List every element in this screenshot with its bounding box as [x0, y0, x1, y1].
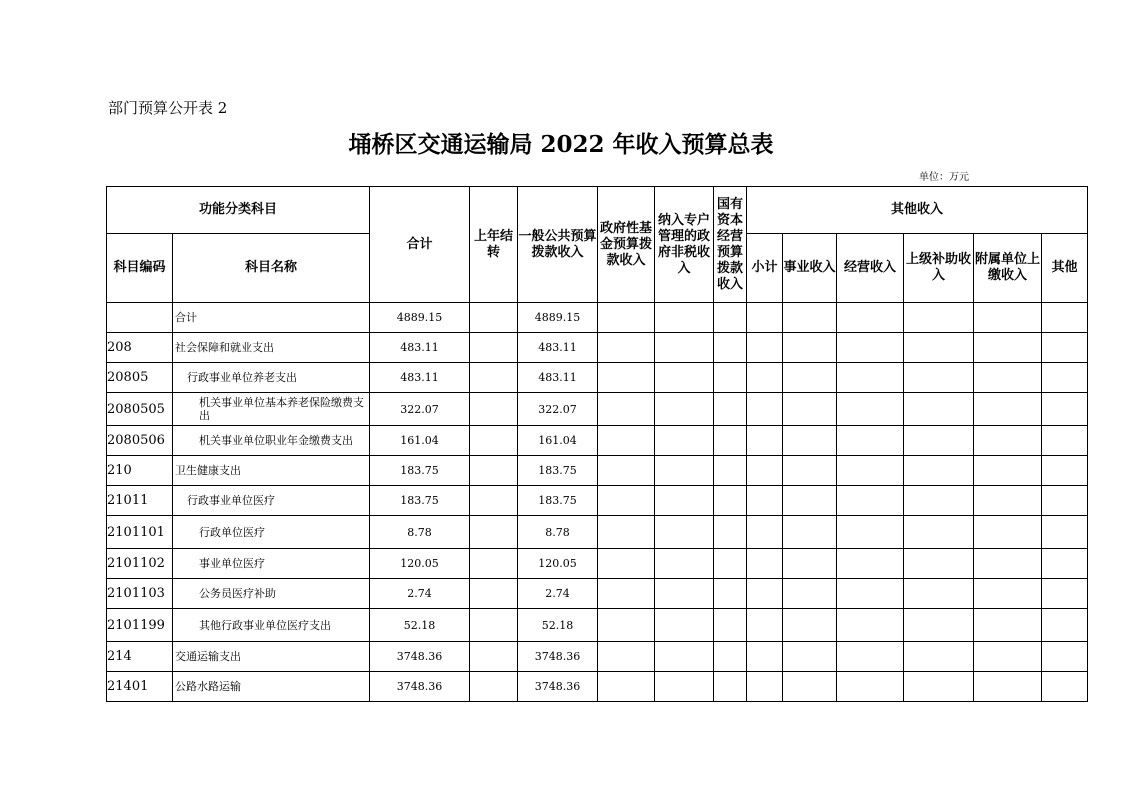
- cell-business-income: [783, 516, 837, 549]
- cell-subtotal: [747, 333, 783, 363]
- unit-label: 单位：万元: [919, 172, 969, 183]
- cell-other: [1042, 549, 1088, 579]
- header-state-capital: 国有资本经营预算拨款收入: [714, 187, 747, 303]
- cell-other: [1042, 609, 1088, 642]
- cell-affiliated-turnover: [974, 672, 1042, 702]
- cell-business-income: [783, 393, 837, 426]
- cell-operating-income: [837, 363, 904, 393]
- cell-business-income: [783, 672, 837, 702]
- cell-subtotal: [747, 642, 783, 672]
- cell-business-income: [783, 549, 837, 579]
- cell-name: 社会保障和就业支出: [173, 333, 370, 363]
- cell-business-income: [783, 642, 837, 672]
- cell-superior-subsidy: [904, 516, 974, 549]
- cell-name: 机关事业单位职业年金缴费支出: [173, 426, 370, 456]
- cell-general-budget: 2.74: [518, 579, 598, 609]
- table-row: [107, 642, 1088, 672]
- cell-other: [1042, 516, 1088, 549]
- cell-gov-fund: [598, 516, 655, 549]
- cell-carryover: [470, 363, 518, 393]
- cell-state-capital: [714, 426, 747, 456]
- cell-general-budget: 8.78: [518, 516, 598, 549]
- cell-affiliated-turnover: [974, 426, 1042, 456]
- cell-name: 交通运输支出: [173, 642, 370, 672]
- cell-operating-income: [837, 303, 904, 333]
- cell-affiliated-turnover: [974, 609, 1042, 642]
- cell-special-nontax: [655, 426, 714, 456]
- cell-name: 行政事业单位医疗: [173, 486, 370, 516]
- table-row: [107, 303, 1088, 333]
- cell-gov-fund: [598, 393, 655, 426]
- cell-other: [1042, 456, 1088, 486]
- cell-affiliated-turnover: [974, 333, 1042, 363]
- cell-subtotal: [747, 609, 783, 642]
- cell-name: 其他行政事业单位医疗支出: [173, 609, 370, 642]
- budget-table: [106, 186, 1088, 702]
- cell-gov-fund: [598, 363, 655, 393]
- cell-total: 322.07: [370, 393, 470, 426]
- cell-subtotal: [747, 516, 783, 549]
- cell-business-income: [783, 609, 837, 642]
- table-row: [107, 456, 1088, 486]
- cell-superior-subsidy: [904, 303, 974, 333]
- cell-business-income: [783, 426, 837, 456]
- cell-code: 2101199: [107, 609, 173, 642]
- cell-carryover: [470, 516, 518, 549]
- header-special-nontax: 纳入专户管理的政府非税收入: [655, 187, 714, 303]
- cell-name: 合计: [173, 303, 370, 333]
- cell-code: 2080505: [107, 393, 173, 426]
- cell-gov-fund: [598, 672, 655, 702]
- header-business-income: 事业收入: [783, 234, 837, 303]
- cell-total: 183.75: [370, 486, 470, 516]
- cell-operating-income: [837, 333, 904, 363]
- cell-general-budget: 183.75: [518, 486, 598, 516]
- cell-name: 卫生健康支出: [173, 456, 370, 486]
- header-carryover: 上年结转: [470, 187, 518, 303]
- cell-carryover: [470, 642, 518, 672]
- cell-operating-income: [837, 426, 904, 456]
- cell-name: 事业单位医疗: [173, 549, 370, 579]
- cell-affiliated-turnover: [974, 303, 1042, 333]
- cell-total: 8.78: [370, 516, 470, 549]
- cell-carryover: [470, 426, 518, 456]
- cell-carryover: [470, 672, 518, 702]
- cell-name: 行政单位医疗: [173, 516, 370, 549]
- cell-name: 公路水路运输: [173, 672, 370, 702]
- header-total: 合计: [370, 187, 470, 303]
- cell-operating-income: [837, 579, 904, 609]
- table-row: [107, 363, 1088, 393]
- cell-operating-income: [837, 642, 904, 672]
- cell-special-nontax: [655, 579, 714, 609]
- cell-business-income: [783, 486, 837, 516]
- cell-name: 行政事业单位养老支出: [173, 363, 370, 393]
- header-func-category: 功能分类科目: [107, 187, 370, 234]
- cell-business-income: [783, 579, 837, 609]
- cell-total: 483.11: [370, 333, 470, 363]
- cell-superior-subsidy: [904, 579, 974, 609]
- cell-business-income: [783, 333, 837, 363]
- header-gov-fund: 政府性基金预算拨款收入: [598, 187, 655, 303]
- cell-subtotal: [747, 363, 783, 393]
- cell-superior-subsidy: [904, 333, 974, 363]
- cell-affiliated-turnover: [974, 549, 1042, 579]
- table-row: [107, 393, 1088, 426]
- cell-superior-subsidy: [904, 672, 974, 702]
- cell-carryover: [470, 393, 518, 426]
- cell-other: [1042, 333, 1088, 363]
- table-row: [107, 579, 1088, 609]
- cell-carryover: [470, 579, 518, 609]
- cell-name: 公务员医疗补助: [173, 579, 370, 609]
- table-row: [107, 549, 1088, 579]
- cell-state-capital: [714, 579, 747, 609]
- cell-subtotal: [747, 672, 783, 702]
- cell-subtotal: [747, 486, 783, 516]
- cell-carryover: [470, 609, 518, 642]
- cell-code: 214: [107, 642, 173, 672]
- cell-general-budget: 161.04: [518, 426, 598, 456]
- cell-code: 2101102: [107, 549, 173, 579]
- cell-carryover: [470, 486, 518, 516]
- cell-state-capital: [714, 333, 747, 363]
- table-row: [107, 609, 1088, 642]
- cell-special-nontax: [655, 303, 714, 333]
- cell-code: 2101101: [107, 516, 173, 549]
- cell-special-nontax: [655, 456, 714, 486]
- cell-code: 21011: [107, 486, 173, 516]
- cell-subtotal: [747, 303, 783, 333]
- cell-total: 4889.15: [370, 303, 470, 333]
- cell-special-nontax: [655, 549, 714, 579]
- cell-other: [1042, 426, 1088, 456]
- cell-operating-income: [837, 456, 904, 486]
- table-row: [107, 672, 1088, 702]
- header-subtotal: 小计: [747, 234, 783, 303]
- cell-carryover: [470, 456, 518, 486]
- cell-affiliated-turnover: [974, 486, 1042, 516]
- cell-general-budget: 483.11: [518, 363, 598, 393]
- cell-other: [1042, 363, 1088, 393]
- cell-code: 210: [107, 456, 173, 486]
- cell-special-nontax: [655, 333, 714, 363]
- cell-operating-income: [837, 393, 904, 426]
- cell-affiliated-turnover: [974, 456, 1042, 486]
- cell-state-capital: [714, 486, 747, 516]
- cell-total: 483.11: [370, 363, 470, 393]
- cell-gov-fund: [598, 303, 655, 333]
- cell-subtotal: [747, 393, 783, 426]
- cell-total: 183.75: [370, 456, 470, 486]
- cell-gov-fund: [598, 642, 655, 672]
- cell-general-budget: 183.75: [518, 456, 598, 486]
- cell-code: 2101103: [107, 579, 173, 609]
- cell-code: 21401: [107, 672, 173, 702]
- cell-special-nontax: [655, 393, 714, 426]
- cell-general-budget: 3748.36: [518, 642, 598, 672]
- cell-other: [1042, 486, 1088, 516]
- cell-subtotal: [747, 579, 783, 609]
- cell-gov-fund: [598, 549, 655, 579]
- cell-affiliated-turnover: [974, 579, 1042, 609]
- cell-superior-subsidy: [904, 549, 974, 579]
- cell-special-nontax: [655, 609, 714, 642]
- cell-subtotal: [747, 426, 783, 456]
- cell-special-nontax: [655, 363, 714, 393]
- cell-carryover: [470, 333, 518, 363]
- cell-state-capital: [714, 516, 747, 549]
- cell-other: [1042, 393, 1088, 426]
- cell-total: 120.05: [370, 549, 470, 579]
- cell-total: 52.18: [370, 609, 470, 642]
- cell-total: 3748.36: [370, 642, 470, 672]
- table-row: [107, 486, 1088, 516]
- cell-other: [1042, 303, 1088, 333]
- cell-gov-fund: [598, 579, 655, 609]
- cell-general-budget: 120.05: [518, 549, 598, 579]
- page-title: 埇桥区交通运输局 2022 年收入预算总表: [348, 131, 774, 158]
- cell-superior-subsidy: [904, 456, 974, 486]
- cell-gov-fund: [598, 486, 655, 516]
- cell-carryover: [470, 549, 518, 579]
- cell-special-nontax: [655, 516, 714, 549]
- cell-other: [1042, 579, 1088, 609]
- header-general-budget: 一般公共预算拨款收入: [518, 187, 598, 303]
- cell-code: 2080506: [107, 426, 173, 456]
- cell-special-nontax: [655, 486, 714, 516]
- cell-name: 机关事业单位基本养老保险缴费支出: [173, 393, 370, 426]
- cell-total: 2.74: [370, 579, 470, 609]
- cell-code: 208: [107, 333, 173, 363]
- cell-state-capital: [714, 363, 747, 393]
- cell-general-budget: 3748.36: [518, 672, 598, 702]
- cell-operating-income: [837, 672, 904, 702]
- cell-affiliated-turnover: [974, 642, 1042, 672]
- cell-operating-income: [837, 516, 904, 549]
- cell-code: [107, 303, 173, 333]
- cell-superior-subsidy: [904, 609, 974, 642]
- header-superior-subsidy: 上级补助收入: [904, 234, 974, 303]
- cell-gov-fund: [598, 609, 655, 642]
- cell-total: 3748.36: [370, 672, 470, 702]
- cell-general-budget: 483.11: [518, 333, 598, 363]
- header-other-income: 其他收入: [747, 187, 1088, 234]
- cell-affiliated-turnover: [974, 393, 1042, 426]
- cell-other: [1042, 672, 1088, 702]
- cell-special-nontax: [655, 672, 714, 702]
- cell-other: [1042, 642, 1088, 672]
- cell-superior-subsidy: [904, 486, 974, 516]
- cell-state-capital: [714, 642, 747, 672]
- cell-general-budget: 322.07: [518, 393, 598, 426]
- cell-subtotal: [747, 456, 783, 486]
- cell-affiliated-turnover: [974, 516, 1042, 549]
- cell-business-income: [783, 456, 837, 486]
- header-affiliated-turnover: 附属单位上缴收入: [974, 234, 1042, 303]
- cell-superior-subsidy: [904, 363, 974, 393]
- cell-superior-subsidy: [904, 393, 974, 426]
- cell-gov-fund: [598, 456, 655, 486]
- cell-code: 20805: [107, 363, 173, 393]
- cell-special-nontax: [655, 642, 714, 672]
- table-row: [107, 333, 1088, 363]
- cell-business-income: [783, 363, 837, 393]
- cell-state-capital: [714, 456, 747, 486]
- cell-superior-subsidy: [904, 426, 974, 456]
- cell-operating-income: [837, 609, 904, 642]
- table-body: [107, 303, 1088, 702]
- cell-total: 161.04: [370, 426, 470, 456]
- cell-state-capital: [714, 549, 747, 579]
- cell-affiliated-turnover: [974, 363, 1042, 393]
- table-row: [107, 426, 1088, 456]
- cell-operating-income: [837, 486, 904, 516]
- header-code: 科目编码: [107, 234, 173, 303]
- cell-general-budget: 52.18: [518, 609, 598, 642]
- header-operating-income: 经营收入: [837, 234, 904, 303]
- cell-state-capital: [714, 672, 747, 702]
- cell-state-capital: [714, 393, 747, 426]
- cell-state-capital: [714, 303, 747, 333]
- cell-general-budget: 4889.15: [518, 303, 598, 333]
- header-other: 其他: [1042, 234, 1088, 303]
- cell-subtotal: [747, 549, 783, 579]
- cell-carryover: [470, 303, 518, 333]
- cell-gov-fund: [598, 333, 655, 363]
- cell-business-income: [783, 303, 837, 333]
- cell-gov-fund: [598, 426, 655, 456]
- document-label: 部门预算公开表 2: [108, 99, 228, 117]
- header-name: 科目名称: [173, 234, 370, 303]
- cell-state-capital: [714, 609, 747, 642]
- cell-operating-income: [837, 549, 904, 579]
- table-row: [107, 516, 1088, 549]
- cell-superior-subsidy: [904, 642, 974, 672]
